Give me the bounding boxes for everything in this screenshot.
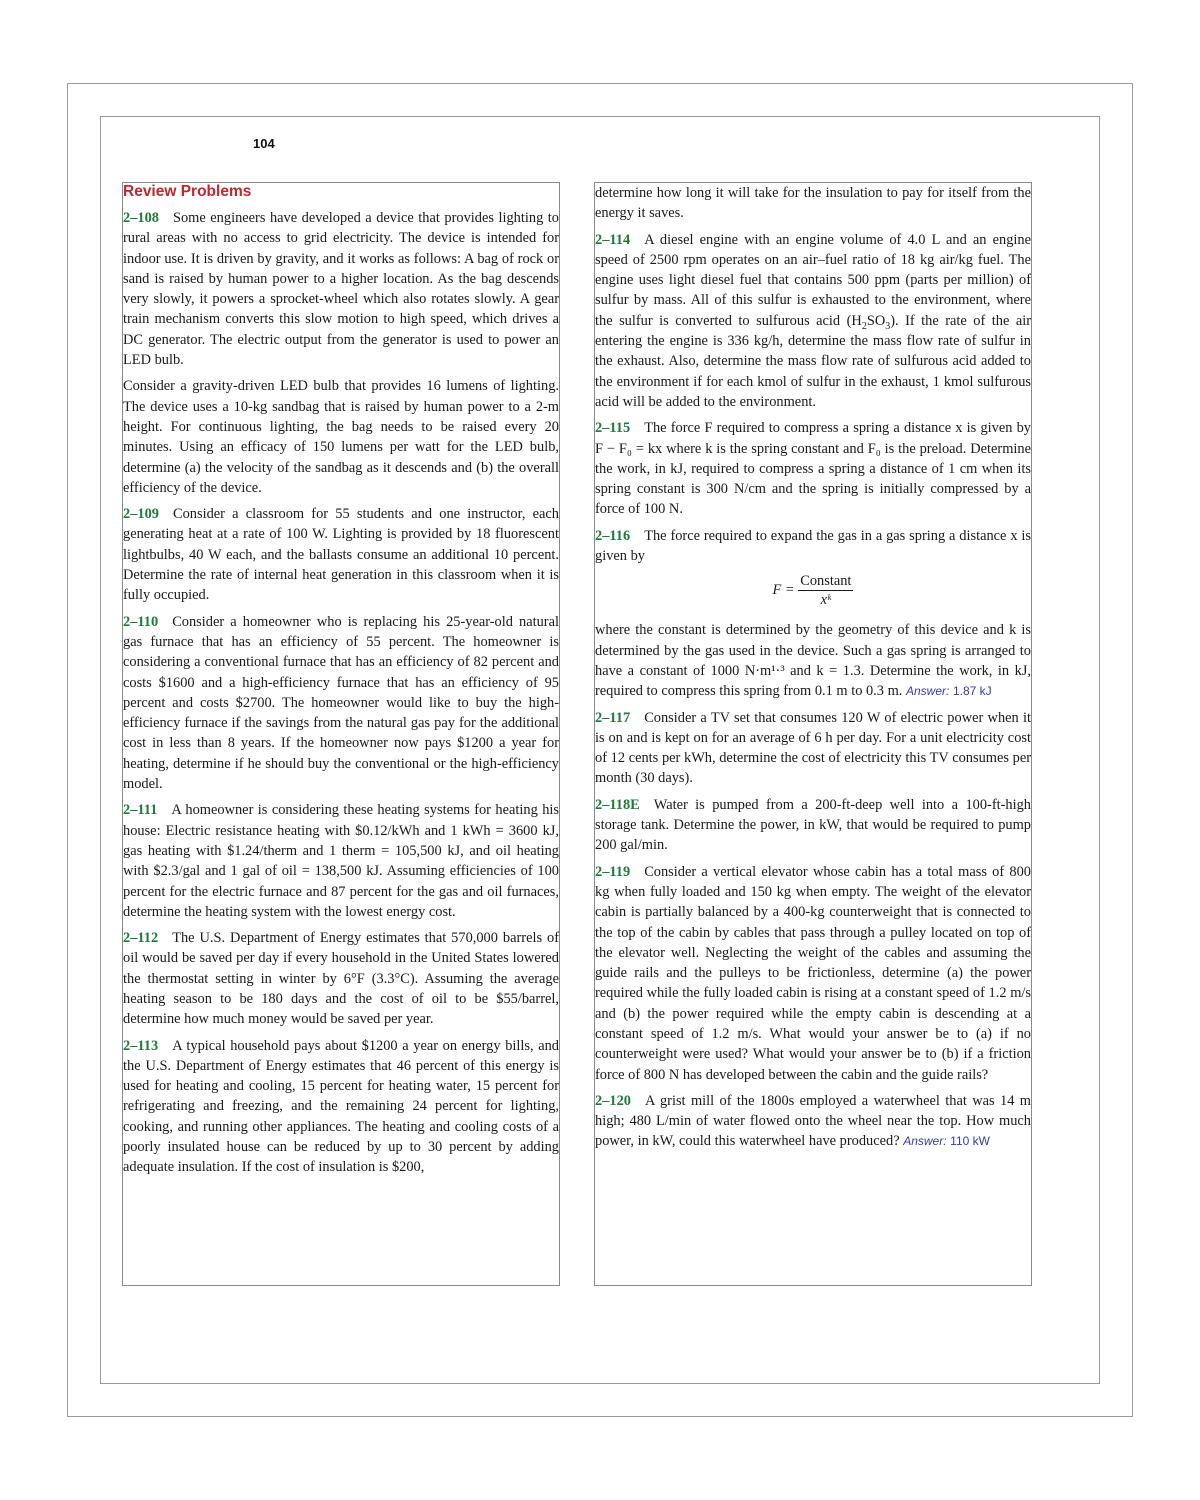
formula-lhs: F = (772, 582, 795, 599)
answer-label: Answer: (903, 1134, 947, 1149)
problem-number: 2–118E (595, 796, 640, 813)
problem-text: Consider a classroom for 55 students and one instructor, each generating heat at a rate of 100 W. Lighting is provided by 18 fluorescent lightbulbs, 40 W each, and the ballasts consume an additional 10 percent. Determine the rate of internal heat generation in this classroom when it is fully occupied. (123, 506, 559, 604)
problem-text: A diesel engine with an engine volume of 4.0 L and an engine speed of 2500 rpm operates on an air–fuel ratio of 18 kg air/kg fuel. The engine uses light diesel fuel that contains 500 ppm (parts per million) of sulfur by mass. All of this sulfur is exhausted to the environment, where the sulfur is converted to sulfurous acid (H (595, 231, 1031, 329)
formula-numerator: Constant (800, 573, 852, 590)
problem-text: The U.S. Department of Energy estimates that 570,000 barrels of oil would be saved per day if every household in the United States lowered the thermostat setting in winter by 6°F (3.3°C). Assuming the average heating season to be 180 days and the cost of oil to be $55/barrel, determine how much money would be saved per year. (123, 930, 559, 1028)
section-title: Review Problems (123, 183, 252, 200)
problem-2-117 (595, 708, 1031, 789)
problem-text: Consider a vertical elevator whose cabin has a total mass of 800 kg when fully loaded and 150 kg when empty. The weight of the elevator cabin is partially balanced by a 400-kg counterweight that is connected to the top of the cabin by cables that pass through a pulley located on top of the elevator well. Neglecting the weight of the cables and assuming the guide rails and the pulleys to be frictionless, determine (a) the power required while the fully loaded cabin is rising at a constant speed of 1.2 m/s and (b) the power required while the empty cabin is descending at a constant speed of 1.2 m/s. What would your answer be to (a) if no counterweight were used? What would your answer be to (b) if a friction force of 800 N has developed between the cabin and the guide rails? (595, 863, 1031, 1083)
problem-text: Some engineers have developed a device that provides lighting to rural areas with no access to grid electricity. The device is intended for indoor use. It is driven by gravity, and it works as follows: A bag of rock or sand is raised by human power to a higher location. As the bag descends very slowly, it powers a sprocket-wheel which also rotates slowly. A gear train mechanism converts this slow motion to high speed, which drives a DC generator. The electric output from the generator is used to power an LED bulb. (123, 210, 559, 369)
problem-text: A grist mill of the 1800s employed a waterwheel that was 14 m high; 480 L/min of water flowed onto the wheel near the top. How much power, in kW, could this waterwheel have produced? (595, 1092, 1031, 1150)
problem-text: determine how long it will take for the insulation to pay for itself from the energy it saves. (595, 185, 1031, 222)
problem-number: 2–117 (595, 709, 631, 726)
formula-denominator: xᵏ (820, 592, 832, 609)
problem-2-115 (595, 418, 1031, 519)
problem-number: 2–119 (595, 863, 631, 880)
problem-text: ). If the rate of the air entering the engine is 336 kg/h, determine the mass flow rate of sulfur in the exhaust. Also, determine the mass flow rate of sulfurous acid added to the environment if for each kmol of sulfur in the exhaust, 1 kmol sulfurous acid will be added to the environment. (595, 312, 1031, 410)
problem-2-120 (595, 1091, 1031, 1152)
problem-2-108-part2 (123, 376, 559, 498)
problem-text: Water is pumped from a 200-ft-deep well into a 100-ft-high storage tank. Determine the power, in kW, that would be required to pump 200 gal/min. (595, 796, 1031, 854)
problem-2-109 (123, 504, 559, 605)
problem-number: 2–120 (595, 1092, 631, 1109)
problem-2-110 (123, 612, 559, 795)
problem-text: A homeowner is considering these heating systems for heating his house: Electric resistance heating with $0.12/kWh and 1 kWh = 3600 kJ, gas heating with $1.24/therm and 1 therm = 105,500 kJ, and oil heating with $2.3/gal and 1 gal of oil = 138,500 kJ. Assuming efficiencies of 100 percent for the electric furnace and 87 percent for the gas and oil furnaces, determine the heating system with the lowest energy cost. (123, 802, 559, 920)
problem-number: 2–108 (123, 210, 159, 226)
problem-2-111 (123, 800, 559, 922)
problem-text: where the constant is determined by the geometry of this device and k is determined by the gas used in the device. Such a gas spring is arranged to have a constant of 1000 N·m¹·³ and k = 1.3. Determine the work, in kJ, required to compress this spring from 0.1 m to 0.3 m. (595, 622, 1031, 700)
gas-spring-formula (595, 572, 1031, 612)
problem-2-113 (123, 1036, 559, 1178)
right-column (594, 182, 1032, 1286)
answer-value: 110 kW (950, 1134, 990, 1149)
problem-2-112 (123, 928, 559, 1029)
formula-fraction (798, 572, 853, 609)
problem-number: 2–116 (595, 527, 631, 544)
problem-number: 2–113 (123, 1037, 159, 1054)
problem-text: The force F required to compress a spring a distance x is given by F − F₀ = kx where k is the spring constant and F₀ is the preload. Determine the work, in kJ, required to compress a spring a distance of 1 cm when its spring constant is 300 N/cm and the spring is initially compressed by a force of 100 N. (595, 420, 1031, 518)
problem-number: 2–110 (123, 613, 159, 630)
problem-number: 2–114 (595, 231, 631, 248)
problem-text: Consider a gravity-driven LED bulb that provides 16 lumens of lighting. The device uses a 10-kg sandbag that is raised by human power to a 2-m height. For continuous lighting, the bag needs to be raised every 20 minutes. Using an efficacy of 150 lumens per watt for the LED bulb, determine (a) the velocity of the sandbag as it descends and (b) the overall efficiency of the device. (123, 378, 559, 496)
problem-2-118E (595, 795, 1031, 856)
problem-text: A typical household pays about $1200 a year on energy bills, and the U.S. Department of Energy estimates that 46 percent of this energy is used for heating and cooling, 15 percent for heating water, 15 percent for refrigerating and freezing, and the remaining 24 percent for lighting, cooking, and running other appliances. The heating and cooling costs of a poorly insulated house can be reduced by up to 30 percent by adding adequate insulation. If the cost of insulation is $200, (123, 1037, 559, 1176)
problem-2-108 (123, 208, 559, 370)
problem-2-119 (595, 862, 1031, 1085)
left-column (122, 182, 560, 1286)
answer-label: Answer: (905, 684, 950, 699)
problem-2-116 (595, 526, 1031, 567)
problem-number: 2–112 (123, 930, 159, 947)
problem-number: 2–115 (595, 420, 631, 437)
problem-2-116-part2 (595, 620, 1031, 701)
problem-number: 2–109 (123, 506, 159, 523)
problem-number: 2–111 (123, 802, 158, 819)
page-number: 104 (253, 136, 275, 151)
answer-value: 1.87 kJ (952, 684, 992, 699)
problem-text: Consider a homeowner who is replacing his 25-year-old natural gas furnace that has an efficiency of 55 percent. The homeowner is considering a conventional furnace that has an efficiency of 82 percent and costs $1600 and a high-efficiency furnace that has an efficiency of 95 percent and costs $2700. The homeowner would like to buy the high-efficiency furnace if the savings from the natural gas pay for the additional cost in less than 8 years. If the homeowner now pays $1200 a year for heating, determine if he should buy the conventional or the high-efficiency model. (123, 613, 559, 793)
problem-text: The force required to expand the gas in a gas spring a distance x is given by (595, 527, 1031, 565)
problem-2-113-continuation (595, 183, 1031, 224)
problem-2-114: 2–114 A diesel engine with an engine volume of 4.0 L and an engine speed of 2500 rpm operates on an air–fuel ratio of 18 kg air/kg fuel. The engine uses light diesel fuel that contains 500 ppm (parts per million) of sulfur by mass. All of this sulfur is exhausted to the environment, where the sulfur is converted to sulfurous acid $(H_2SO_3)$. If the rate of the air entering the engine is 336 kg/h, determine the mass flow rate of sulfur in the exhaust. Also, determine the mass flow rate of sulfurous acid added to the environment if for each kmol of sulfur in the exhaust, 1 kmol sulfurous acid will be added to the environment. (595, 231, 1031, 410)
problem-text: Consider a TV set that consumes 120 W of electric power when it is on and is kept on for an average of 6 h per day. For a unit electricity cost of 12 cents per kWh, determine the cost of electricity this TV consumes per month (30 days). (595, 709, 1031, 787)
